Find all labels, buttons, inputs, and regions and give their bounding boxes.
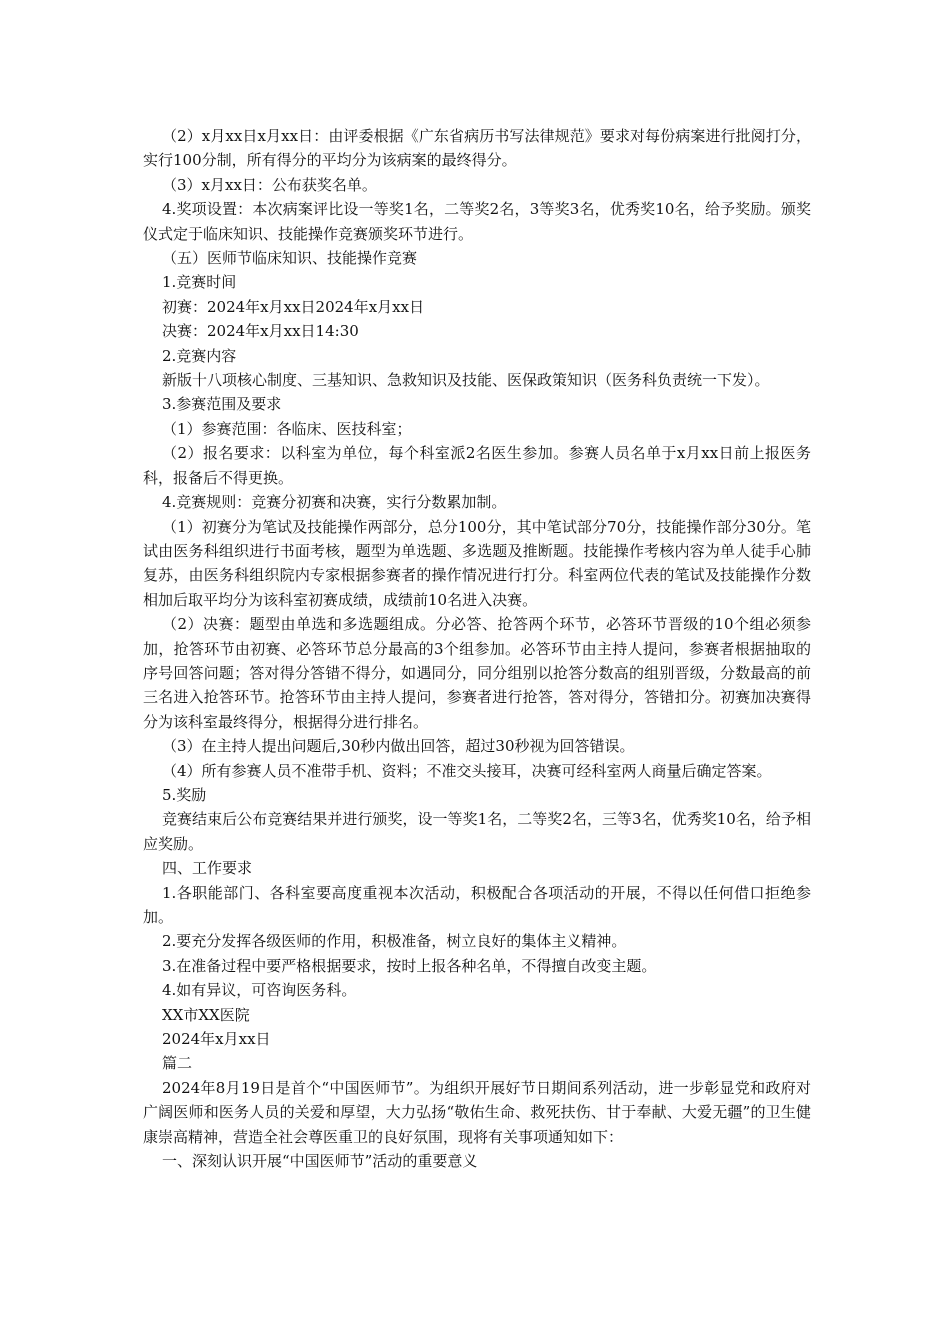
section-heading: 一、深刻认识开展“中国医师节”活动的重要意义 bbox=[162, 1152, 478, 1171]
paragraph: （3）在主持人提出问题后,30秒内做出回答，超过30秒视为回答错误。 bbox=[162, 737, 635, 756]
paragraph: 2.要充分发挥各级医师的作用，积极准备，树立良好的集体主义精神。 bbox=[162, 932, 627, 951]
document-body bbox=[143, 124, 811, 1173]
paragraph: （3）x月xx日：公布获奖名单。 bbox=[162, 175, 377, 194]
paragraph: 4.奖项设置：本次病案评比设一等奖1名，二等奖2名，3等奖3名，优秀奖10名，给予奖励。颁奖仪式定于临床知识、技能操作竞赛颁奖环节进行。 bbox=[143, 200, 811, 243]
section-heading: （五）医师节临床知识、技能操作竞赛 bbox=[162, 249, 418, 268]
subheading: 3.参赛范围及要求 bbox=[162, 395, 282, 414]
signature-date: 2024年x月xx日 bbox=[162, 1030, 271, 1049]
paragraph: （1）初赛分为笔试及技能操作两部分，总分100分，其中笔试部分70分，技能操作部分30分。笔试由医务科组织进行书面考核，题型为单选题、多选题及推断题。技能操作考核内容为单人徒手心肺复苏，由医务科组织院内专家根据参赛者的操作情况进行打分。科室两位代表的笔试及技能操作分数相加后取平均分为该科室初赛成绩，成绩前10名进入决赛。 bbox=[143, 517, 811, 609]
paragraph: 竞赛结束后公布竞赛结果并进行颁奖，设一等奖1名，二等奖2名，三等3名，优秀奖10名，给予相应奖励。 bbox=[143, 810, 811, 853]
signature-organization: XX市XX医院 bbox=[162, 1005, 250, 1024]
paragraph: （4）所有参赛人员不准带手机、资料；不准交头接耳，决赛可经科室两人商量后确定答案。 bbox=[162, 761, 772, 780]
subheading: 2.竞赛内容 bbox=[162, 346, 237, 365]
paragraph: 1.各职能部门、各科室要高度重视本次活动，积极配合各项活动的开展，不得以任何借口拒绝参加。 bbox=[143, 883, 811, 926]
subheading: 5.奖励 bbox=[162, 785, 207, 804]
paragraph: 4.如有异议，可咨询医务科。 bbox=[162, 981, 357, 1000]
paragraph: 2024年8月19日是首个“中国医师节”。为组织开展好节日期间系列活动，进一步彰显党和政府对广阔医师和医务人员的关爱和厚望，大力弘扬“敬佑生命、救死扶伤、甘于奉献、大爱无疆”的卫生健康崇高精神，营造全社会尊医重卫的良好氛围，现将有关事项通知如下： bbox=[143, 1078, 811, 1146]
paragraph: （1）参赛范围：各临床、医技科室； bbox=[162, 419, 412, 438]
paragraph: 决赛：2024年x月xx日14:30 bbox=[162, 322, 359, 341]
paragraph: （2）决赛：题型由单选和多选题组成。分必答、抢答两个环节，必答环节晋级的10个组必须参加，抢答环节由初赛、必答环节总分最高的3个组参加。必答环节由主持人提问，参赛者根据抽取的序号回答问题；答对得分答错不得分，如遇同分，同分组别以抢答分数高的组别晋级，分数最高的前三名进入抢答环节。抢答环节由主持人提问，参赛者进行抢答，答对得分，答错扣分。初赛加决赛得分为该科室最终得分，根据得分进行排名。 bbox=[143, 615, 811, 731]
subheading: 1.竞赛时间 bbox=[162, 273, 237, 292]
paragraph: 3.在准备过程中要严格根据要求，按时上报各种名单，不得擅自改变主题。 bbox=[162, 956, 657, 975]
paragraph: （2）x月xx日x月xx日：由评委根据《广东省病历书写法律规范》要求对每份病案进行批阅打分，实行100分制，所有得分的平均分为该病案的最终得分。 bbox=[143, 127, 811, 170]
paragraph: （2）报名要求：以科室为单位，每个科室派2名医生参加。参赛人员名单于x月xx日前上报医务科，报备后不得更换。 bbox=[143, 444, 811, 487]
paragraph: 初赛：2024年x月xx日2024年x月xx日 bbox=[162, 297, 425, 316]
paragraph: 新版十八项核心制度、三基知识、急救知识及技能、医保政策知识（医务科负责统一下发）。 bbox=[162, 371, 770, 390]
part-heading: 篇二 bbox=[162, 1054, 193, 1073]
section-heading: 四、工作要求 bbox=[162, 859, 253, 878]
subheading: 4.竞赛规则：竞赛分初赛和决赛，实行分数累加制。 bbox=[162, 493, 507, 512]
